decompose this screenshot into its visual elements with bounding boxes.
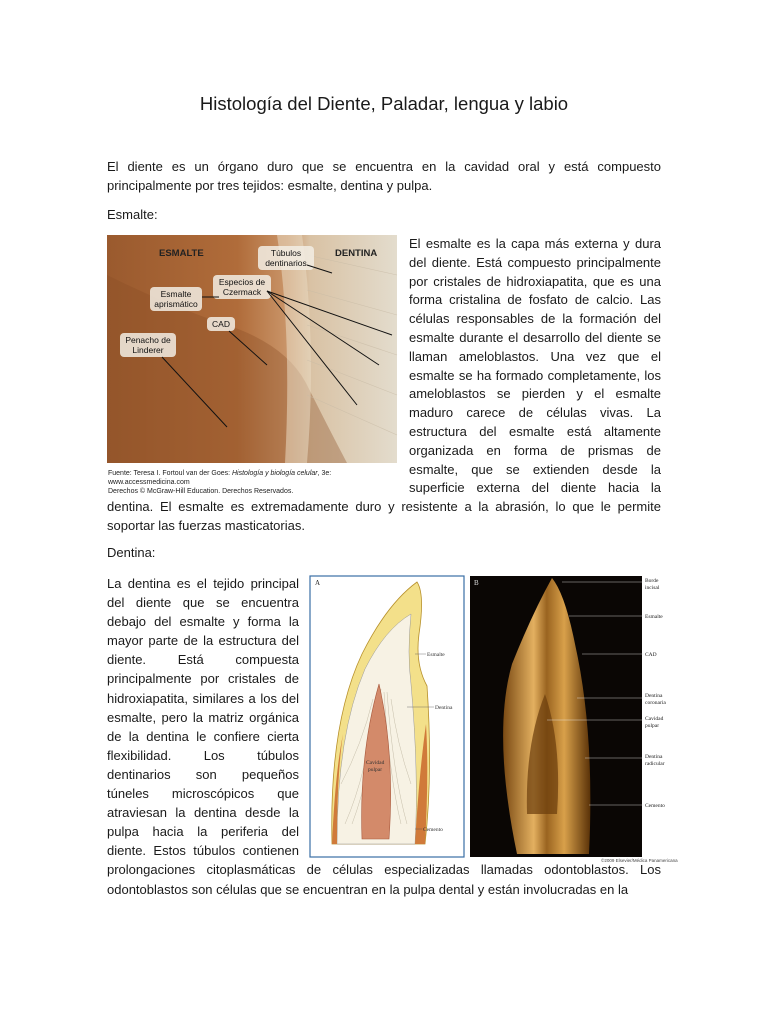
document-title: Histología del Diente, Paladar, lengua y labio <box>199 93 569 114</box>
source-url: www.accessmedicina.com <box>108 479 190 486</box>
b-label-esmalte: Esmalte <box>645 614 663 620</box>
source-suffix: , 3e: <box>317 470 332 477</box>
label-dentina: DENTINA <box>335 248 378 259</box>
label-aprismatico-1: Esmalte <box>160 289 192 299</box>
a-label-dentina: Dentina <box>435 705 453 711</box>
b-label-dentina-cor-1: Dentina <box>645 693 663 699</box>
b-label-borde-1: Borde <box>645 578 659 584</box>
enamel-figure-source <box>108 469 398 496</box>
a-label-esmalte: Esmalte <box>427 652 445 658</box>
source-prefix: Fuente: Teresa I. Fortoul van der Goes: <box>108 470 232 477</box>
label-penacho-2: Linderer <box>132 345 164 355</box>
label-tubulos-1: Túbulos <box>270 248 302 258</box>
source-book: Histología y biología celular <box>232 470 318 477</box>
dentin-paragraph: La dentina es el tejido principal del diente que se encuentra debajo del esmalte y forma la mayor parte de la estructura del diente. Está compuesta principalmente por cristales de hidroxiapatita, similares a los del esmalte, pero la matriz orgánica de la dentina le confiere cierta flexibilidad. Los túbulos dentinarios son pequeños túneles microscópicos que atraviesan la dentina desde la pulpa hacia la periferia del diente. Estos túbulos contienen prolongaciones citoplasmáticas de células especializadas llamadas odontoblastos. Los odontoblastos son células que se encuentran en la pulpa dental y están involucradas en la <box>107 576 661 897</box>
label-tubulos-2: dentinarios <box>265 258 307 268</box>
b-label-cad: CAD <box>645 652 657 658</box>
dentin-illustrations <box>307 574 678 863</box>
enamel-heading: Esmalte: <box>107 207 158 222</box>
label-especios-2: Czermack <box>222 287 262 297</box>
a-label-cavidad-2: pulpar <box>368 767 383 773</box>
dentin-section <box>107 574 678 899</box>
dentin-heading: Dentina: <box>107 545 156 560</box>
label-especios-1: Especios de <box>218 277 266 287</box>
enamel-micrograph <box>107 235 397 463</box>
panel-b-label: B <box>474 579 479 587</box>
b-credit: ©2009 Elsevier/Médica Panamericana <box>601 858 678 863</box>
b-label-dentina-rad-2: radicular <box>645 761 665 767</box>
enamel-figure <box>107 235 397 497</box>
intro-paragraph: El diente es un órgano duro que se encuentra en la cavidad oral y está compuesto principalmente por tres tejidos: esmalte, dentina y pulpa. <box>107 159 661 193</box>
enamel-section <box>107 235 661 536</box>
b-label-cavidad-1: Cavidad <box>645 716 664 722</box>
source-rights: Derechos © McGraw-Hill Education. Derechos Reservados. <box>108 488 294 495</box>
a-label-cemento: Cemento <box>423 827 443 833</box>
dentin-figure <box>307 574 678 863</box>
panel-a-label: A <box>315 579 321 587</box>
b-label-cavidad-2: pulpar <box>645 723 660 729</box>
label-aprismatico-2: aprismático <box>154 299 198 309</box>
a-label-cavidad-1: Cavidad <box>366 760 385 766</box>
label-cad: CAD <box>212 319 230 329</box>
label-penacho-1: Penacho de <box>125 335 171 345</box>
b-label-dentina-cor-2: coronaria <box>645 700 666 706</box>
label-esmalte: ESMALTE <box>159 248 204 259</box>
b-label-borde-2: incisal <box>645 585 660 591</box>
b-label-dentina-rad-1: Dentina <box>645 754 663 760</box>
b-label-cemento: Cemento <box>645 803 665 809</box>
enamel-paragraph: El esmalte es la capa más externa y dura del diente. Está compuesto principalmente por cristales de hidroxiapatita, que es una forma cristalina de fosfato de calcio. Las células responsables de la formación del esmalte durante el desarrollo del diente se llaman ameloblastos. Una vez que el esmalte se ha formado completamente, los ameloblastos se pierden y el esmalte maduro carece de células vivas. La estructura del esmalte está altamente organizada en forma de prismas de esmalte, que se extienden desde la superficie externa del diente hacia la dentina. El esmalte es extremadamente duro y resistente a la abrasión, lo que le permite soportar las fuerzas masticatorias. <box>107 236 661 533</box>
